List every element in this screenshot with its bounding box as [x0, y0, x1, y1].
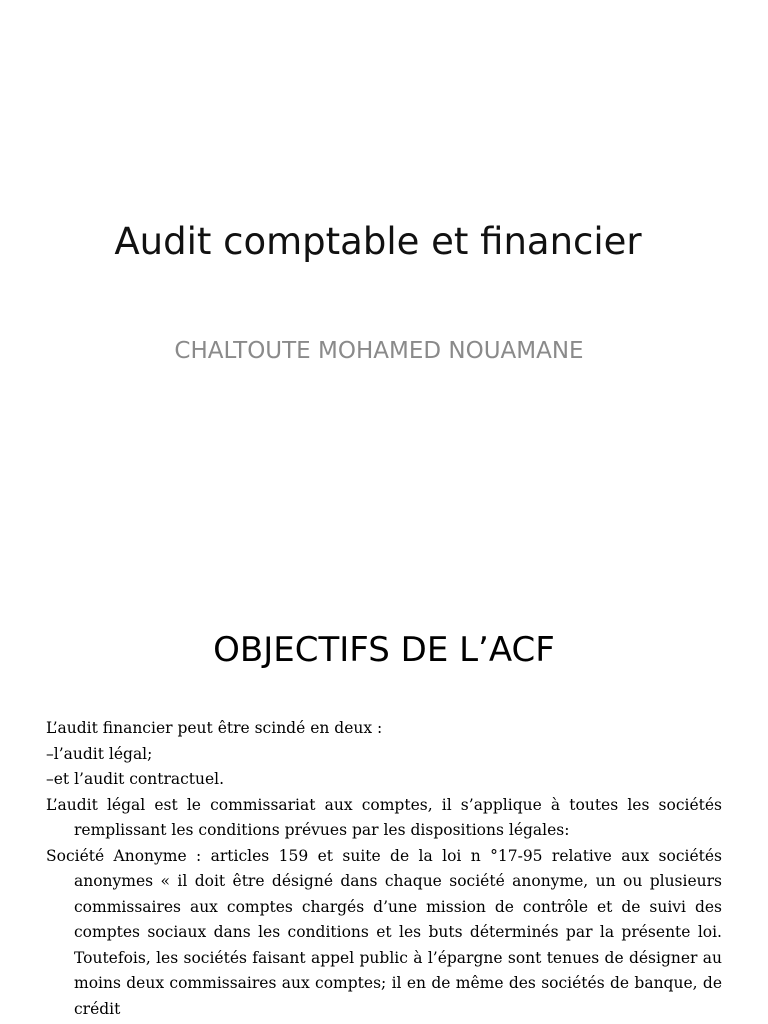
presentation-title: Audit comptable et financier [114, 220, 642, 263]
slide-title: OBJECTIFS DE L’ACF [213, 630, 555, 670]
author-name: CHALTOUTE MOHAMED NOUAMANE [174, 338, 584, 364]
list-item-audit-contractuel: –et l’audit contractuel. [46, 770, 225, 788]
list-item-audit-legal: –l’audit légal; [46, 744, 153, 763]
intro-line: L’audit financier peut être scindé en deux : [46, 719, 383, 737]
paragraph-societe-anonyme: Société Anonyme : articles 159 et suite de la loi n °17-95 relative aux sociétés anonymes « il doit être désigné dans chaque société anonyme, un ou plusieurs commissaires aux comptes chargés d’une mission de contrôle et de suivi des comptes sociaux dans les conditions et les buts déterminés par la présente loi. Toutefois, les sociétés faisant appel public à l’épargne sont tenues de désigner au moins deux commissaires aux comptes; il en de même des sociétés de banque, de crédit [46, 846, 722, 1018]
objectives-slide [0, 576, 768, 1024]
paragraph-audit-legal: L’audit légal est le commissariat aux comptes, il s’applique à toutes les sociétés remplissant les conditions prévues par les dispositions légales: [46, 795, 722, 839]
slide-body [46, 716, 722, 1022]
